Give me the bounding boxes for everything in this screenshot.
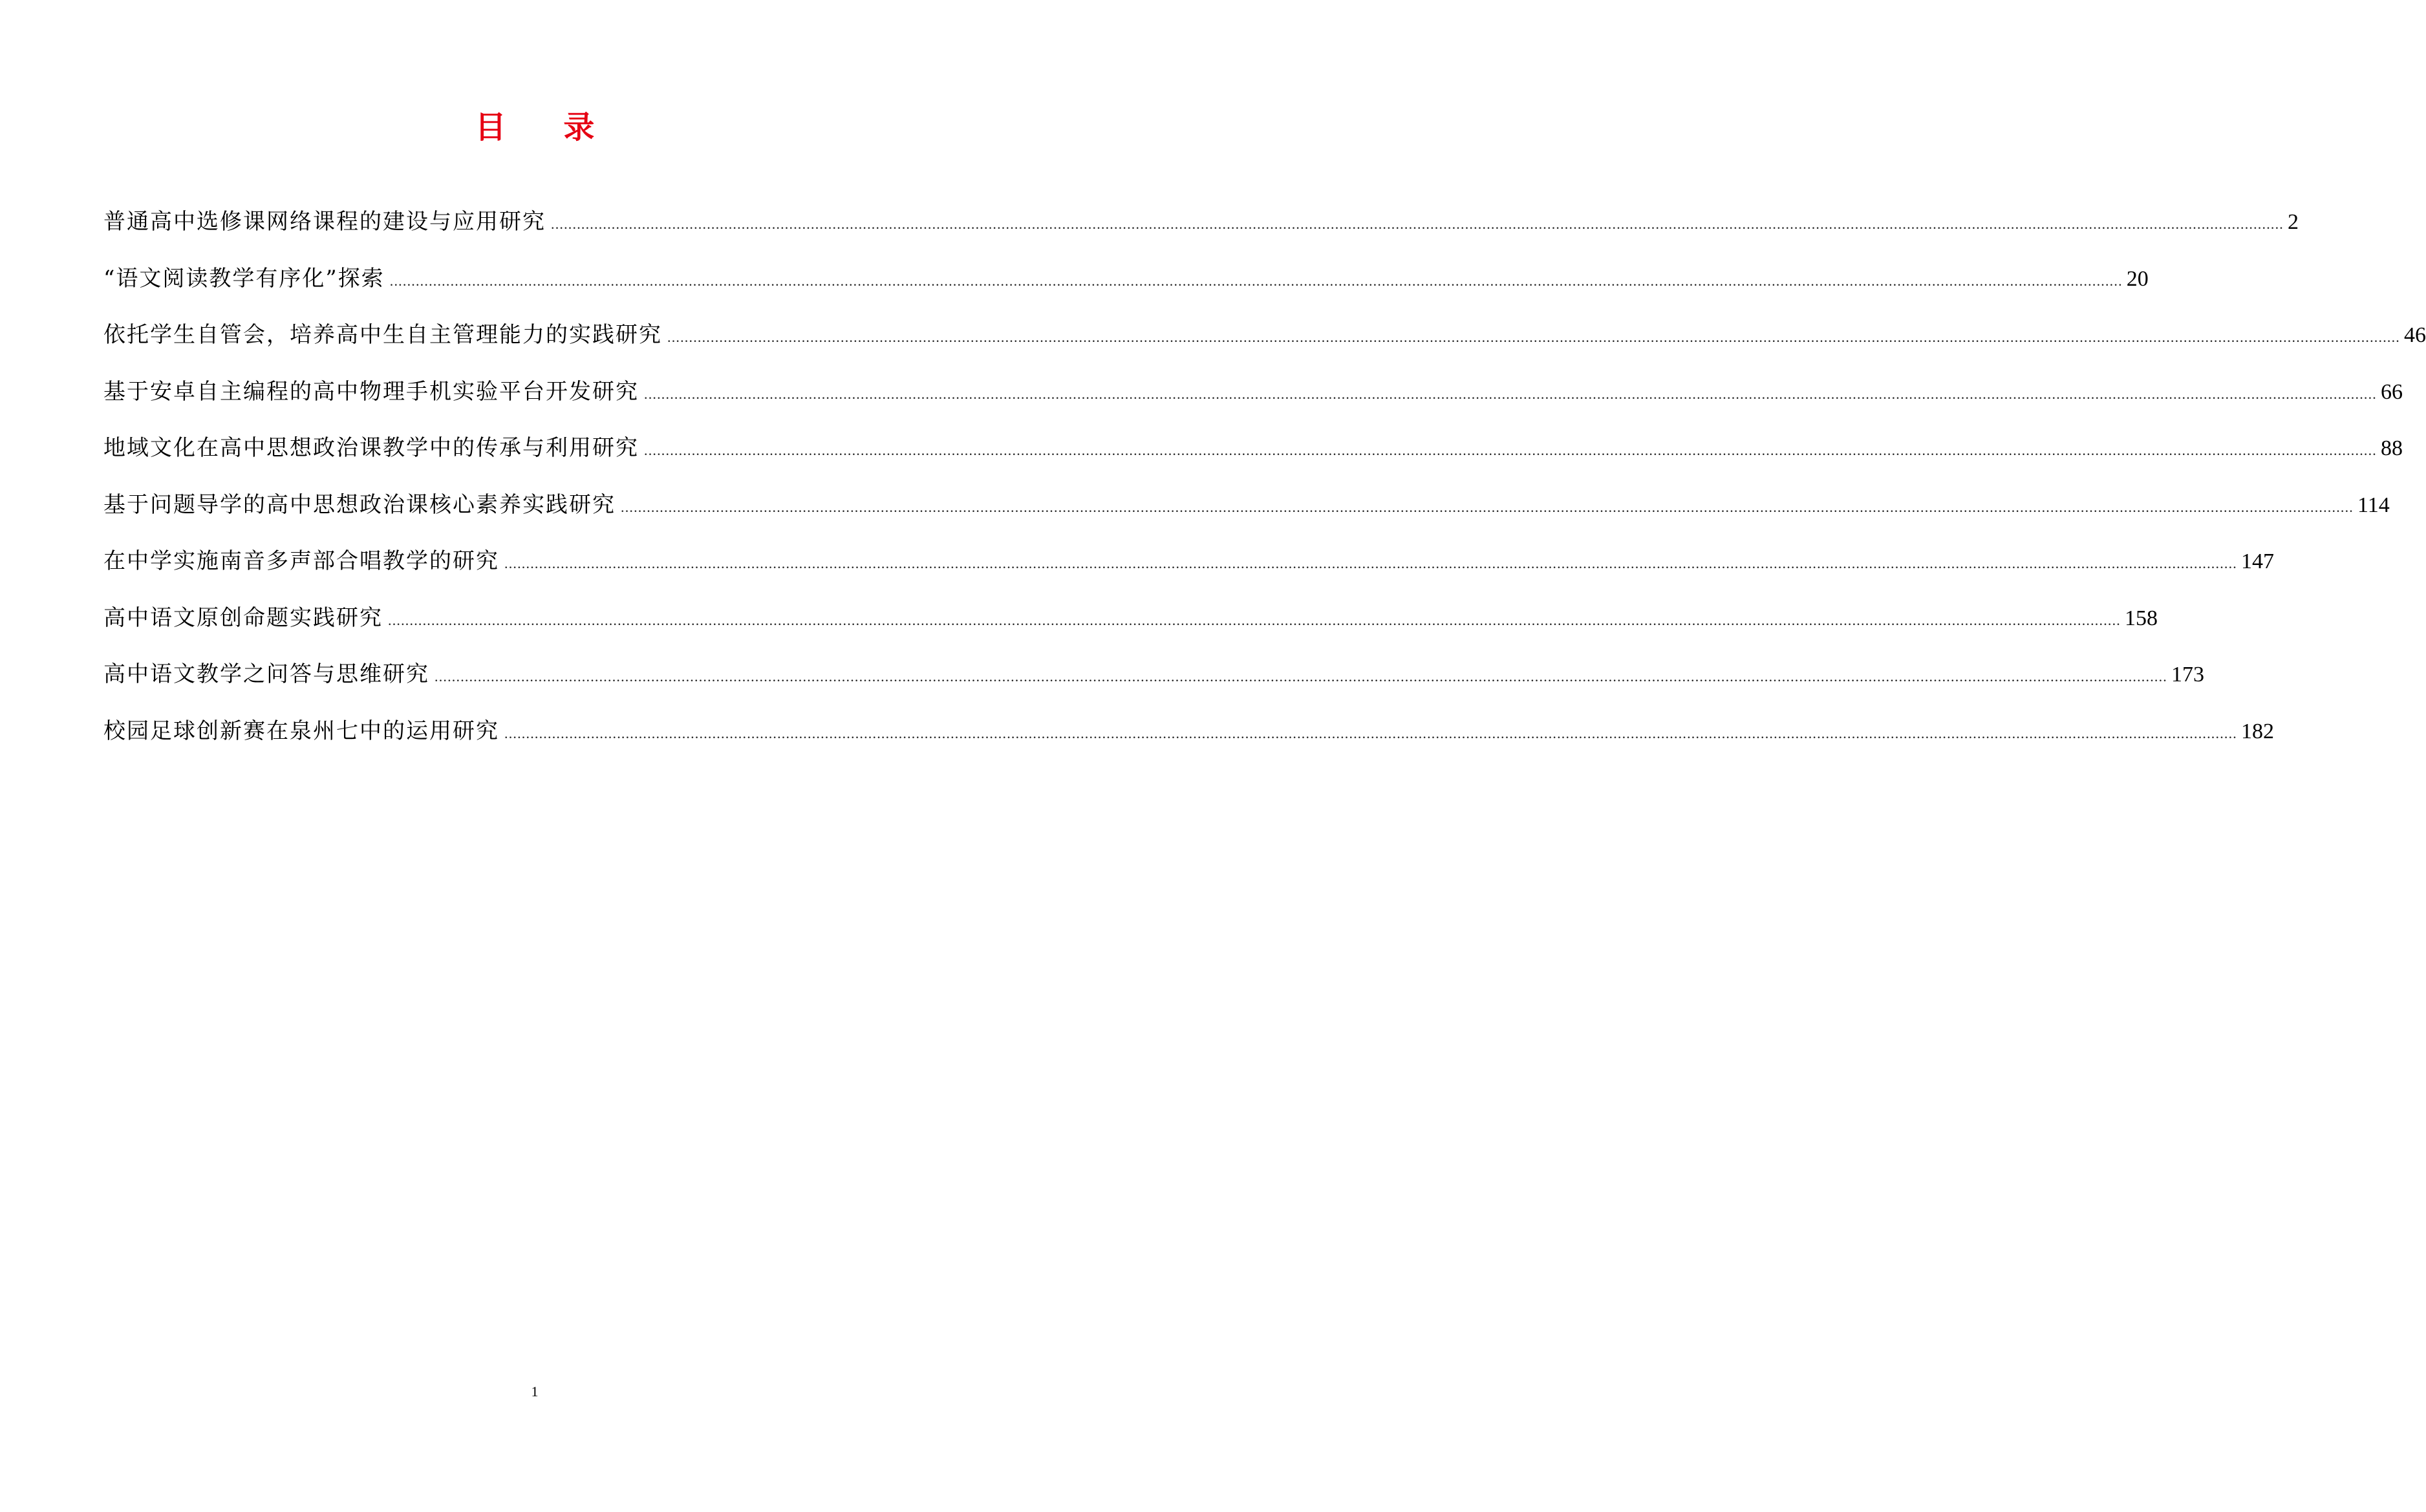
page-number: 1 — [531, 1383, 539, 1400]
toc-page-number: 2 — [2288, 210, 2299, 234]
dot-leader: ................................................................................................................................................................................................................................................................................................................................................................................................................ — [667, 329, 2400, 345]
toc-entry-title: 基于问题导学的高中思想政治课核心素养实践研究 — [103, 491, 616, 518]
toc-entry-title: 高中语文原创命题实践研究 — [103, 604, 383, 631]
toc-entry-title: 高中语文教学之问答与思维研究 — [103, 661, 429, 687]
dot-leader: ................................................................................................................................................................................................................................................................................................................................................................................................................ — [389, 272, 2123, 289]
toc-entry-title: 在中学实施南音多声部合唱教学的研究 — [103, 548, 499, 574]
toc-entry[interactable] — [103, 646, 2204, 703]
dot-leader: ................................................................................................................................................................................................................................................................................................................................................................................................................ — [504, 725, 2237, 741]
toc-page-number: 20 — [2126, 266, 2149, 291]
dot-leader: ................................................................................................................................................................................................................................................................................................................................................................................................................ — [644, 442, 2377, 458]
toc-page-number: 147 — [2241, 549, 2274, 573]
dot-leader: ................................................................................................................................................................................................................................................................................................................................................................................................................ — [644, 385, 2377, 402]
toc-entry[interactable] — [103, 477, 2390, 534]
toc-page-number: 173 — [2171, 663, 2204, 687]
toc-entry-title: 地域文化在高中思想政治课教学中的传承与利用研究 — [103, 435, 639, 461]
toc-entry-title: “语文阅读教学有序化”探索 — [103, 265, 385, 292]
toc-entry[interactable] — [103, 703, 2274, 760]
toc-list — [103, 194, 2426, 760]
toc-page-number: 114 — [2357, 493, 2390, 517]
toc-page-number: 88 — [2381, 436, 2403, 460]
toc-page-number: 66 — [2381, 379, 2403, 404]
toc-page-number: 46 — [2404, 323, 2426, 347]
dot-leader: ................................................................................................................................................................................................................................................................................................................................................................................................................ — [551, 216, 2284, 232]
toc-entry[interactable] — [103, 590, 2158, 647]
toc-entry[interactable] — [103, 364, 2403, 421]
dot-leader: ................................................................................................................................................................................................................................................................................................................................................................................................................ — [435, 668, 2167, 685]
toc-entry[interactable] — [103, 194, 2299, 251]
toc-title: 目 录 — [475, 109, 618, 145]
dot-leader: ................................................................................................................................................................................................................................................................................................................................................................................................................ — [504, 555, 2237, 571]
toc-entry-title: 依托学生自管会，培养高中生自主管理能力的实践研究 — [103, 322, 662, 348]
toc-page-number: 158 — [2125, 606, 2158, 630]
toc-entry-title: 校园足球创新赛在泉州七中的运用研究 — [103, 718, 499, 744]
toc-entry[interactable] — [103, 251, 2149, 308]
dot-leader: ................................................................................................................................................................................................................................................................................................................................................................................................................ — [388, 612, 2121, 628]
dot-leader: ................................................................................................................................................................................................................................................................................................................................................................................................................ — [621, 498, 2354, 515]
toc-entry[interactable] — [103, 533, 2274, 590]
toc-entry-title: 普通高中选修课网络课程的建设与应用研究 — [103, 209, 546, 235]
toc-entry[interactable] — [103, 307, 2426, 364]
toc-entry-title: 基于安卓自主编程的高中物理手机实验平台开发研究 — [103, 378, 639, 405]
toc-entry[interactable] — [103, 420, 2403, 477]
toc-page-number: 182 — [2241, 719, 2274, 743]
